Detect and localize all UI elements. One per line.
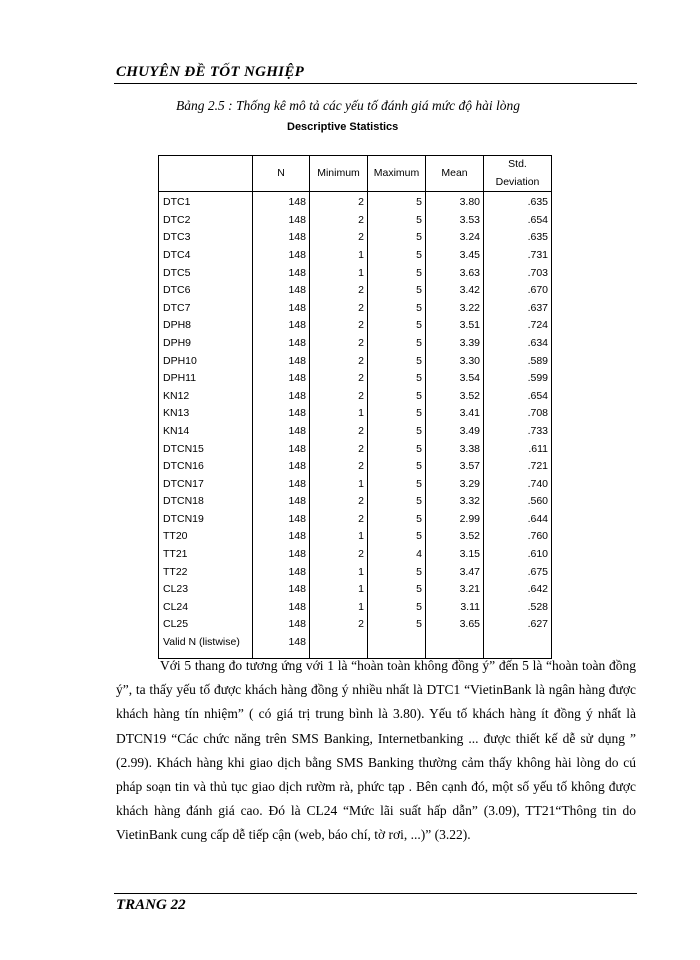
table-cell: 3.32 <box>426 493 484 511</box>
table-row <box>159 247 552 265</box>
table-row <box>159 581 552 599</box>
row-label: TT21 <box>159 546 253 564</box>
table-cell: 148 <box>253 581 310 599</box>
table-cell: .528 <box>484 599 552 617</box>
table-row <box>159 564 552 582</box>
column-header: Mean <box>426 156 484 192</box>
table-header <box>159 156 552 192</box>
table-cell: .560 <box>484 493 552 511</box>
table-cell: 2 <box>310 511 368 529</box>
table-cell: 2 <box>310 370 368 388</box>
table-row <box>159 493 552 511</box>
table-row <box>159 317 552 335</box>
table-cell: 148 <box>253 370 310 388</box>
table-cell: 4 <box>368 546 426 564</box>
table-row <box>159 476 552 494</box>
table-cell: 5 <box>368 300 426 318</box>
row-label: CL23 <box>159 581 253 599</box>
table-cell: 5 <box>368 458 426 476</box>
header-title: CHUYÊN ĐỀ TỐT NGHIỆP <box>116 64 305 80</box>
table-cell: 3.38 <box>426 441 484 459</box>
table-cell: 3.30 <box>426 353 484 371</box>
table-cell: .724 <box>484 317 552 335</box>
row-label: DTCN17 <box>159 476 253 494</box>
row-label: KN12 <box>159 388 253 406</box>
table-cell: 2 <box>310 458 368 476</box>
table-cell: 148 <box>253 546 310 564</box>
table-cell: 2 <box>310 616 368 634</box>
table-row <box>159 388 552 406</box>
table-cell: 3.49 <box>426 423 484 441</box>
table-cell: 5 <box>368 493 426 511</box>
table-cell: 5 <box>368 370 426 388</box>
table-cell: .611 <box>484 441 552 459</box>
table-cell: 148 <box>253 300 310 318</box>
row-label: DTC7 <box>159 300 253 318</box>
table-cell: 5 <box>368 616 426 634</box>
table-row <box>159 265 552 283</box>
table-cell: 3.45 <box>426 247 484 265</box>
row-label: DPH9 <box>159 335 253 353</box>
table-row <box>159 335 552 353</box>
table-title: Descriptive Statistics <box>287 121 399 133</box>
table-row <box>159 405 552 423</box>
table-cell: 5 <box>368 229 426 247</box>
table-cell: 1 <box>310 265 368 283</box>
table-cell: 5 <box>368 265 426 283</box>
analysis-paragraph: Với 5 thang đo tương ứng với 1 là “hoàn toàn không đồng ý” đến 5 là “hoàn toàn đồng ý”, ta thấy yếu tố được khách hàng đồng ý nhiều nhất là DTC1 “VietinBank là ngân hàng được khách hàng tín nhiệm” ( có giá trị trung bình là 3.80). Yếu tố khách hàng ít đồng ý nhất là DTCN19 “Các chức năng trên SMS Banking, Internetbanking ... được thiết kế dễ sử dụng ” (2.99). Khách hàng khi giao dịch bằng SMS Banking thường cảm thấy không hài lòng do cú pháp soạn tin và thủ tục giao dịch rườm rà, phức tạp . Bên cạnh đó, một số yếu tố không được khách hàng đánh giá cao. Đó là CL24 “Mức lãi suất hấp dẫn” (3.09), TT21“Thông tin do VietinBank cung cấp dễ tiếp cận (web, báo chí, tờ rơi, ...)” (3.22). <box>116 658 636 843</box>
table-cell: 5 <box>368 476 426 494</box>
footer-divider <box>114 893 637 894</box>
table-cell: .670 <box>484 282 552 300</box>
table-cell: .708 <box>484 405 552 423</box>
table-cell: 2.99 <box>426 511 484 529</box>
column-header <box>159 156 253 192</box>
table-row <box>159 441 552 459</box>
row-label: DPH11 <box>159 370 253 388</box>
table-cell: 1 <box>310 247 368 265</box>
table-cell: .642 <box>484 581 552 599</box>
table-cell: 2 <box>310 229 368 247</box>
table-cell: 3.15 <box>426 546 484 564</box>
table-cell: 5 <box>368 388 426 406</box>
table-cell: 148 <box>253 388 310 406</box>
table-cell: 2 <box>310 441 368 459</box>
row-label: CL24 <box>159 599 253 617</box>
table-cell: 2 <box>310 546 368 564</box>
row-label: CL25 <box>159 616 253 634</box>
row-label: DTC5 <box>159 265 253 283</box>
table-cell: 3.22 <box>426 300 484 318</box>
table-body <box>159 192 552 658</box>
table-cell: .721 <box>484 458 552 476</box>
column-header: Minimum <box>310 156 368 192</box>
table-cell: 148 <box>253 192 310 212</box>
table-cell: 5 <box>368 247 426 265</box>
header-row <box>159 156 552 192</box>
table-cell: 148 <box>253 634 310 658</box>
table-cell: 5 <box>368 581 426 599</box>
table-cell: 2 <box>310 192 368 212</box>
table-row <box>159 370 552 388</box>
table-row <box>159 212 552 230</box>
table-cell: 3.65 <box>426 616 484 634</box>
column-header: Maximum <box>368 156 426 192</box>
table-cell: 148 <box>253 405 310 423</box>
row-label: Valid N (listwise) <box>159 634 253 658</box>
table-cell: .644 <box>484 511 552 529</box>
table-cell: 3.63 <box>426 265 484 283</box>
table-cell: 3.47 <box>426 564 484 582</box>
row-label: KN14 <box>159 423 253 441</box>
table-cell: .634 <box>484 335 552 353</box>
table-cell: 3.57 <box>426 458 484 476</box>
table-cell: 2 <box>310 423 368 441</box>
table-cell: 2 <box>310 212 368 230</box>
row-label: KN13 <box>159 405 253 423</box>
table-cell: 2 <box>310 300 368 318</box>
table-cell: 2 <box>310 388 368 406</box>
table-cell: .703 <box>484 265 552 283</box>
table-cell: 5 <box>368 335 426 353</box>
column-header: Std. Deviation <box>484 156 552 192</box>
table-cell: 148 <box>253 458 310 476</box>
table-cell: .733 <box>484 423 552 441</box>
table-cell: 148 <box>253 616 310 634</box>
table-row <box>159 458 552 476</box>
column-header: N <box>253 156 310 192</box>
table-cell: 3.52 <box>426 388 484 406</box>
table-cell: 5 <box>368 511 426 529</box>
table-cell: 148 <box>253 335 310 353</box>
header-divider <box>114 83 637 84</box>
row-label: DTC3 <box>159 229 253 247</box>
table-row <box>159 192 552 212</box>
table-cell: 5 <box>368 317 426 335</box>
descriptive-statistics-table <box>158 155 552 659</box>
table-cell: 5 <box>368 528 426 546</box>
table-cell: 2 <box>310 335 368 353</box>
table-cell: 3.39 <box>426 335 484 353</box>
table-cell: 148 <box>253 265 310 283</box>
table-cell: 148 <box>253 317 310 335</box>
table-cell: .599 <box>484 370 552 388</box>
row-label: DTC1 <box>159 192 253 212</box>
table-row <box>159 599 552 617</box>
table-cell: 148 <box>253 282 310 300</box>
table-cell: .675 <box>484 564 552 582</box>
table-cell: .589 <box>484 353 552 371</box>
table-cell: 2 <box>310 282 368 300</box>
table-cell: 148 <box>253 353 310 371</box>
table-cell: 148 <box>253 476 310 494</box>
table-cell: 1 <box>310 599 368 617</box>
table-cell: 3.42 <box>426 282 484 300</box>
table-cell: 5 <box>368 353 426 371</box>
table-cell: .635 <box>484 229 552 247</box>
table-cell: 3.21 <box>426 581 484 599</box>
table-cell: 3.54 <box>426 370 484 388</box>
table-row <box>159 300 552 318</box>
table-cell: 5 <box>368 564 426 582</box>
table-cell: 1 <box>310 405 368 423</box>
table-cell: 148 <box>253 247 310 265</box>
row-label: DTCN19 <box>159 511 253 529</box>
table-cell: 5 <box>368 212 426 230</box>
table-row <box>159 511 552 529</box>
table-cell: 3.80 <box>426 192 484 212</box>
row-label: DTC2 <box>159 212 253 230</box>
table-cell: 148 <box>253 441 310 459</box>
table-cell: .627 <box>484 616 552 634</box>
row-label: DTC4 <box>159 247 253 265</box>
table-cell: 5 <box>368 282 426 300</box>
table-cell: 5 <box>368 405 426 423</box>
row-label: DPH8 <box>159 317 253 335</box>
table-cell: 148 <box>253 212 310 230</box>
table-cell: 148 <box>253 511 310 529</box>
table-cell: 3.41 <box>426 405 484 423</box>
table-cell: 2 <box>310 353 368 371</box>
table-cell: 1 <box>310 476 368 494</box>
table-caption: Bảng 2.5 : Thống kê mô tả các yếu tố đánh giá mức độ hài lòng <box>175 98 521 113</box>
table-cell: 5 <box>368 441 426 459</box>
table-cell: 2 <box>310 493 368 511</box>
table-cell: 3.52 <box>426 528 484 546</box>
table-row <box>159 282 552 300</box>
table-cell: 5 <box>368 599 426 617</box>
table-row <box>159 423 552 441</box>
table-cell: 3.29 <box>426 476 484 494</box>
row-label: DTCN18 <box>159 493 253 511</box>
table-cell: .654 <box>484 212 552 230</box>
table-cell: .740 <box>484 476 552 494</box>
table-cell: 1 <box>310 528 368 546</box>
table-cell: 3.53 <box>426 212 484 230</box>
table-cell: .731 <box>484 247 552 265</box>
table-cell: .654 <box>484 388 552 406</box>
row-label: DTCN16 <box>159 458 253 476</box>
table-row <box>159 528 552 546</box>
table-cell: 5 <box>368 192 426 212</box>
page-number: TRANG 22 <box>116 897 186 913</box>
row-label: TT22 <box>159 564 253 582</box>
table-cell: 3.11 <box>426 599 484 617</box>
table-cell: 148 <box>253 423 310 441</box>
table-cell: 148 <box>253 564 310 582</box>
table-cell: 2 <box>310 317 368 335</box>
table-cell: 148 <box>253 528 310 546</box>
table-cell: .635 <box>484 192 552 212</box>
row-label: DTC6 <box>159 282 253 300</box>
table-cell: 148 <box>253 229 310 247</box>
table-cell: .760 <box>484 528 552 546</box>
table-row <box>159 353 552 371</box>
table-cell: 148 <box>253 599 310 617</box>
table-row <box>159 229 552 247</box>
table-row <box>159 616 552 634</box>
row-label: TT20 <box>159 528 253 546</box>
table-cell: 1 <box>310 564 368 582</box>
table-cell: .637 <box>484 300 552 318</box>
table-cell: 1 <box>310 581 368 599</box>
row-label: DTCN15 <box>159 441 253 459</box>
table-cell: 3.24 <box>426 229 484 247</box>
row-label: DPH10 <box>159 353 253 371</box>
table-row <box>159 546 552 564</box>
table-cell: .610 <box>484 546 552 564</box>
table-cell: 5 <box>368 423 426 441</box>
table-cell: 3.51 <box>426 317 484 335</box>
table-cell: 148 <box>253 493 310 511</box>
